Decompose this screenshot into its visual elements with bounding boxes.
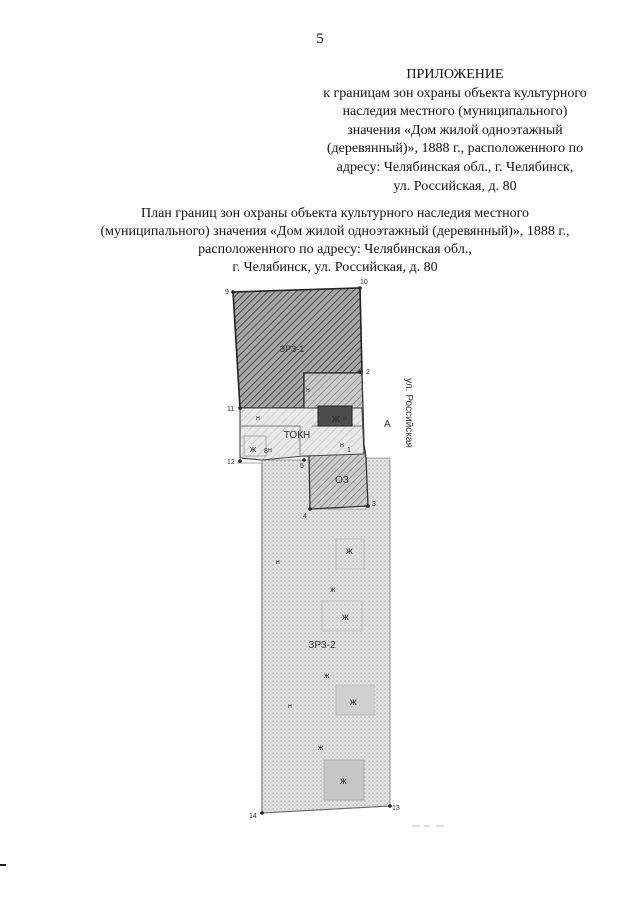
point-number: 5 [300, 463, 304, 470]
small-mark: н [340, 442, 344, 449]
point-number: 1 [347, 447, 351, 454]
small-mark: н [256, 415, 260, 422]
building-mark: ж [330, 585, 336, 594]
point-number: 9 [225, 289, 229, 296]
zone-label-oz: ОЗ [335, 475, 349, 486]
point-marker [302, 458, 306, 462]
plan-title-line: (муниципального) значения «Дом жилой одноэтажный (деревянный)», 1888 г., [100, 224, 570, 239]
zone-zrz2 [237, 458, 390, 813]
small-mark: н [276, 559, 280, 566]
appendix-line: (деревянный)», 1888 г., расположенного по [326, 141, 584, 157]
zone-label-zrz2: ЗРЗ-2 [308, 640, 336, 651]
point-number: 8 [264, 448, 268, 455]
plan-title-line: г. Челябинск, ул. Российская, д. 80 [232, 260, 438, 275]
building-mark: ж [332, 413, 340, 425]
point-number: 14 [249, 813, 257, 820]
building-mark: ж [324, 671, 330, 680]
point-marker [366, 504, 370, 508]
page-number: 5 [316, 31, 324, 47]
building-mark: ж [318, 743, 324, 752]
point-marker [238, 406, 242, 410]
small-mark: н [288, 703, 292, 710]
corner-mark [0, 864, 6, 866]
point-marker [358, 370, 362, 374]
small-mark: н [268, 447, 272, 454]
point-marker [231, 290, 235, 294]
appendix-heading: ПРИЛОЖЕНИЕ [406, 67, 504, 82]
point-number: 10 [360, 279, 368, 286]
building-mark: ж [346, 546, 353, 557]
building-mark: ж [340, 776, 347, 787]
building-mark: ж [350, 697, 357, 708]
small-mark: н [343, 415, 347, 422]
zone-label-tokn: ТОКН [283, 430, 311, 441]
zone-label-zrz1: ЗРЗ-1 [279, 344, 305, 354]
building-mark: ж [342, 612, 349, 623]
appendix-line: наследия местного (муниципального) [342, 104, 568, 120]
point-number: 11 [227, 406, 235, 413]
appendix-line: адресу: Челябинская обл., г. Челябинск, [336, 159, 574, 175]
side-label: А [384, 419, 391, 430]
point-marker [358, 286, 362, 290]
plan-title-line: расположенного по адресу: Челябинская обл., [198, 242, 472, 257]
plan-title-line: План границ зон охраны объекта культурного наследия местного [140, 206, 530, 221]
point-number: 2 [366, 369, 370, 376]
appendix-line: к границам зон охраны объекта культурного [323, 85, 587, 101]
point-marker [308, 507, 312, 511]
building-mark: ж [250, 444, 257, 454]
point-number: 12 [227, 459, 235, 466]
small-mark: н [306, 387, 310, 394]
street-label: ул. Российская [403, 378, 414, 448]
point-number: 4 [303, 513, 307, 520]
appendix-line: ул. Российская, д. 80 [393, 178, 517, 194]
point-number: 3 [372, 501, 376, 508]
appendix-line: значения «Дом жилой одноэтажный [347, 122, 563, 138]
point-marker [238, 459, 242, 463]
point-marker [260, 811, 264, 815]
point-number: 13 [392, 805, 400, 812]
